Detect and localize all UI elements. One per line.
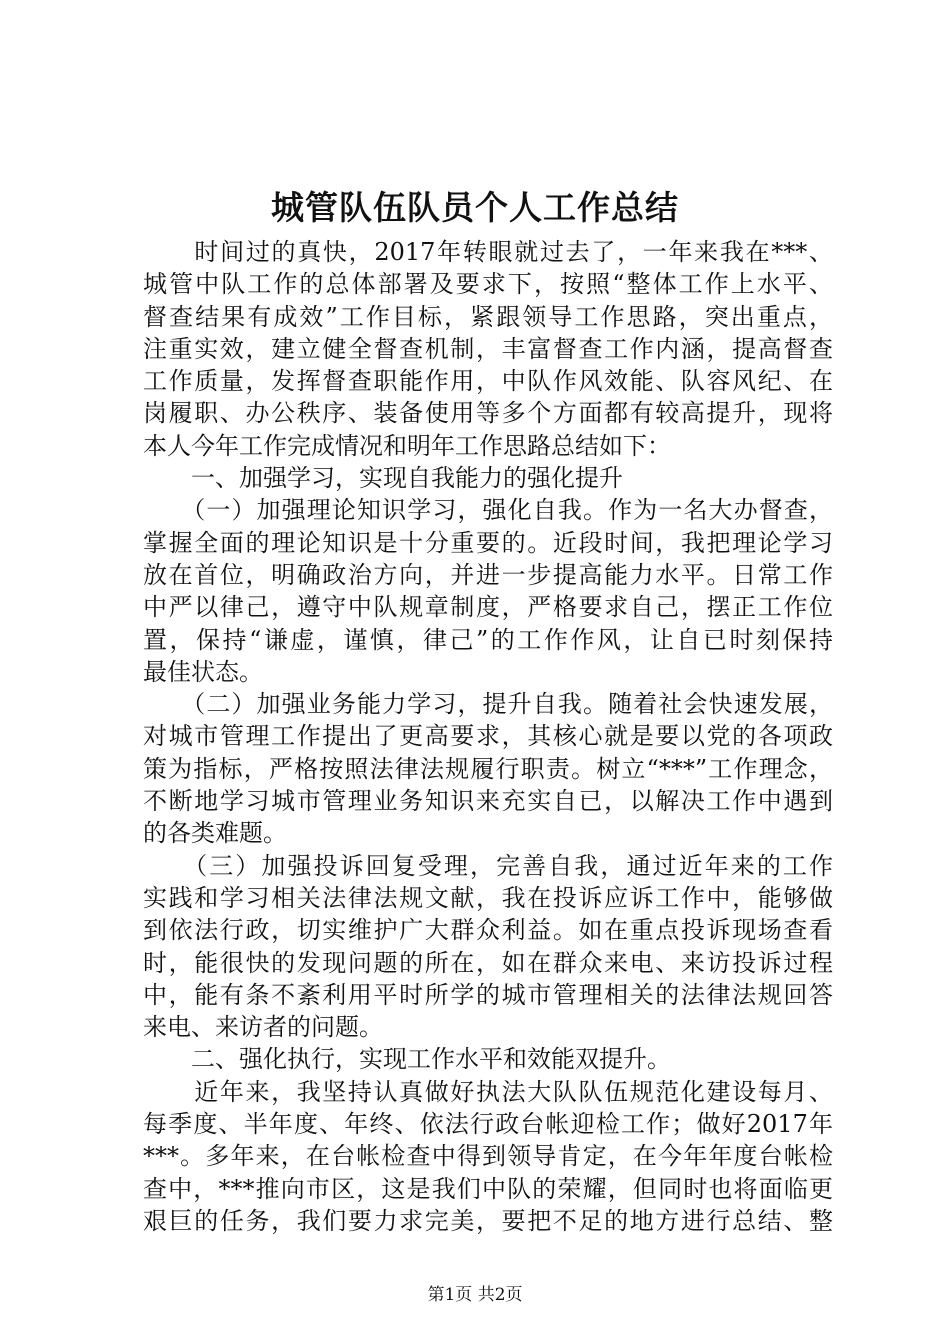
text-line: 放在首位，明确政治方向，并进一步提高能力水平。日常工作 (143, 560, 833, 589)
text-line: 掌握全面的理论知识是十分重要的。近段时间，我把理论学习 (143, 528, 833, 557)
text-line: 工作质量，发挥督查职能作用，中队作风效能、队容风纪、在 (143, 367, 833, 396)
text-line: （二）加强业务能力学习，提升自我。随着社会快速发展， (143, 690, 833, 719)
text-line: （三）加强投诉回复受理，完善自我，通过近年来的工作 (143, 851, 833, 880)
text-line: 艰巨的任务，我们要力求完美，要把不足的地方进行总结、整 (143, 1206, 833, 1235)
text-line: 近年来，我坚持认真做好执法大队队伍规范化建设每月、 (143, 1077, 833, 1106)
text-line: 时间过的真快，2017年转眼就过去了，一年来我在***、 (143, 238, 833, 266)
text-line: 时，能很快的发现问题的所在，如在群众来电、来访投诉过程 (143, 948, 833, 977)
text-line: 岗履职、办公秩序、装备使用等多个方面都有较高提升，现将 (143, 399, 833, 428)
text-line: 到依法行政，切实维护广大群众利益。如在重点投诉现场查看 (143, 916, 833, 945)
document-title: 城管队伍队员个人工作总结 (271, 188, 679, 227)
text-line: 查中，***推向市区，这是我们中队的荣耀，但同时也将面临更 (143, 1174, 833, 1203)
text-line: （一）加强理论知识学习，强化自我。作为一名大办督查， (143, 496, 833, 525)
text-line: 对城市管理工作提出了更高要求，其核心就是要以党的各项政 (143, 722, 833, 751)
text-line: 实践和学习相关法律法规文献，我在投诉应诉工作中，能够做 (143, 883, 833, 912)
text-line: ***。多年来，在台帐检查中得到领导肯定，在今年年度台帐检 (143, 1142, 833, 1171)
document-body (143, 236, 833, 1237)
text-line: 城管中队工作的总体部署及要求下，按照“整体工作上水平、 (143, 270, 833, 299)
page-footer: 第1页 共2页 (427, 1285, 523, 1305)
text-line: 本人今年工作完成情况和明年工作思路总结如下： (143, 431, 671, 460)
text-line: 来电、来访者的问题。 (143, 1013, 383, 1042)
text-line: 不断地学习城市管理业务知识来充实自已，以解决工作中遇到 (143, 787, 833, 816)
text-line: 的各类难题。 (143, 819, 287, 848)
text-line: 注重实效，建立健全督查机制，丰富督查工作内涵，提高督查 (143, 334, 833, 363)
text-line: 督查结果有成效”工作目标，紧跟领导工作思路，突出重点， (143, 302, 833, 331)
text-line: 策为指标，严格按照法律法规履行职责。树立“***”工作理念， (143, 754, 833, 783)
text-line: 中严以律己，遵守中队规章制度，严格要求自己，摆正工作位 (143, 593, 833, 622)
text-line: 二、强化执行，实现工作水平和效能双提升。 (143, 1045, 671, 1074)
text-line: 中，能有条不紊利用平时所学的城市管理相关的法律法规回答 (143, 980, 833, 1009)
text-line: 每季度、半年度、年终、依法行政台帐迎检工作；做好2017年 (143, 1110, 833, 1139)
text-line: 一、加强学习，实现自我能力的强化提升 (143, 464, 623, 493)
text-line: 最佳状态。 (143, 657, 263, 686)
text-line: 置，保持“谦虚，谨慎，律己”的工作作风，让自已时刻保持 (143, 625, 833, 654)
